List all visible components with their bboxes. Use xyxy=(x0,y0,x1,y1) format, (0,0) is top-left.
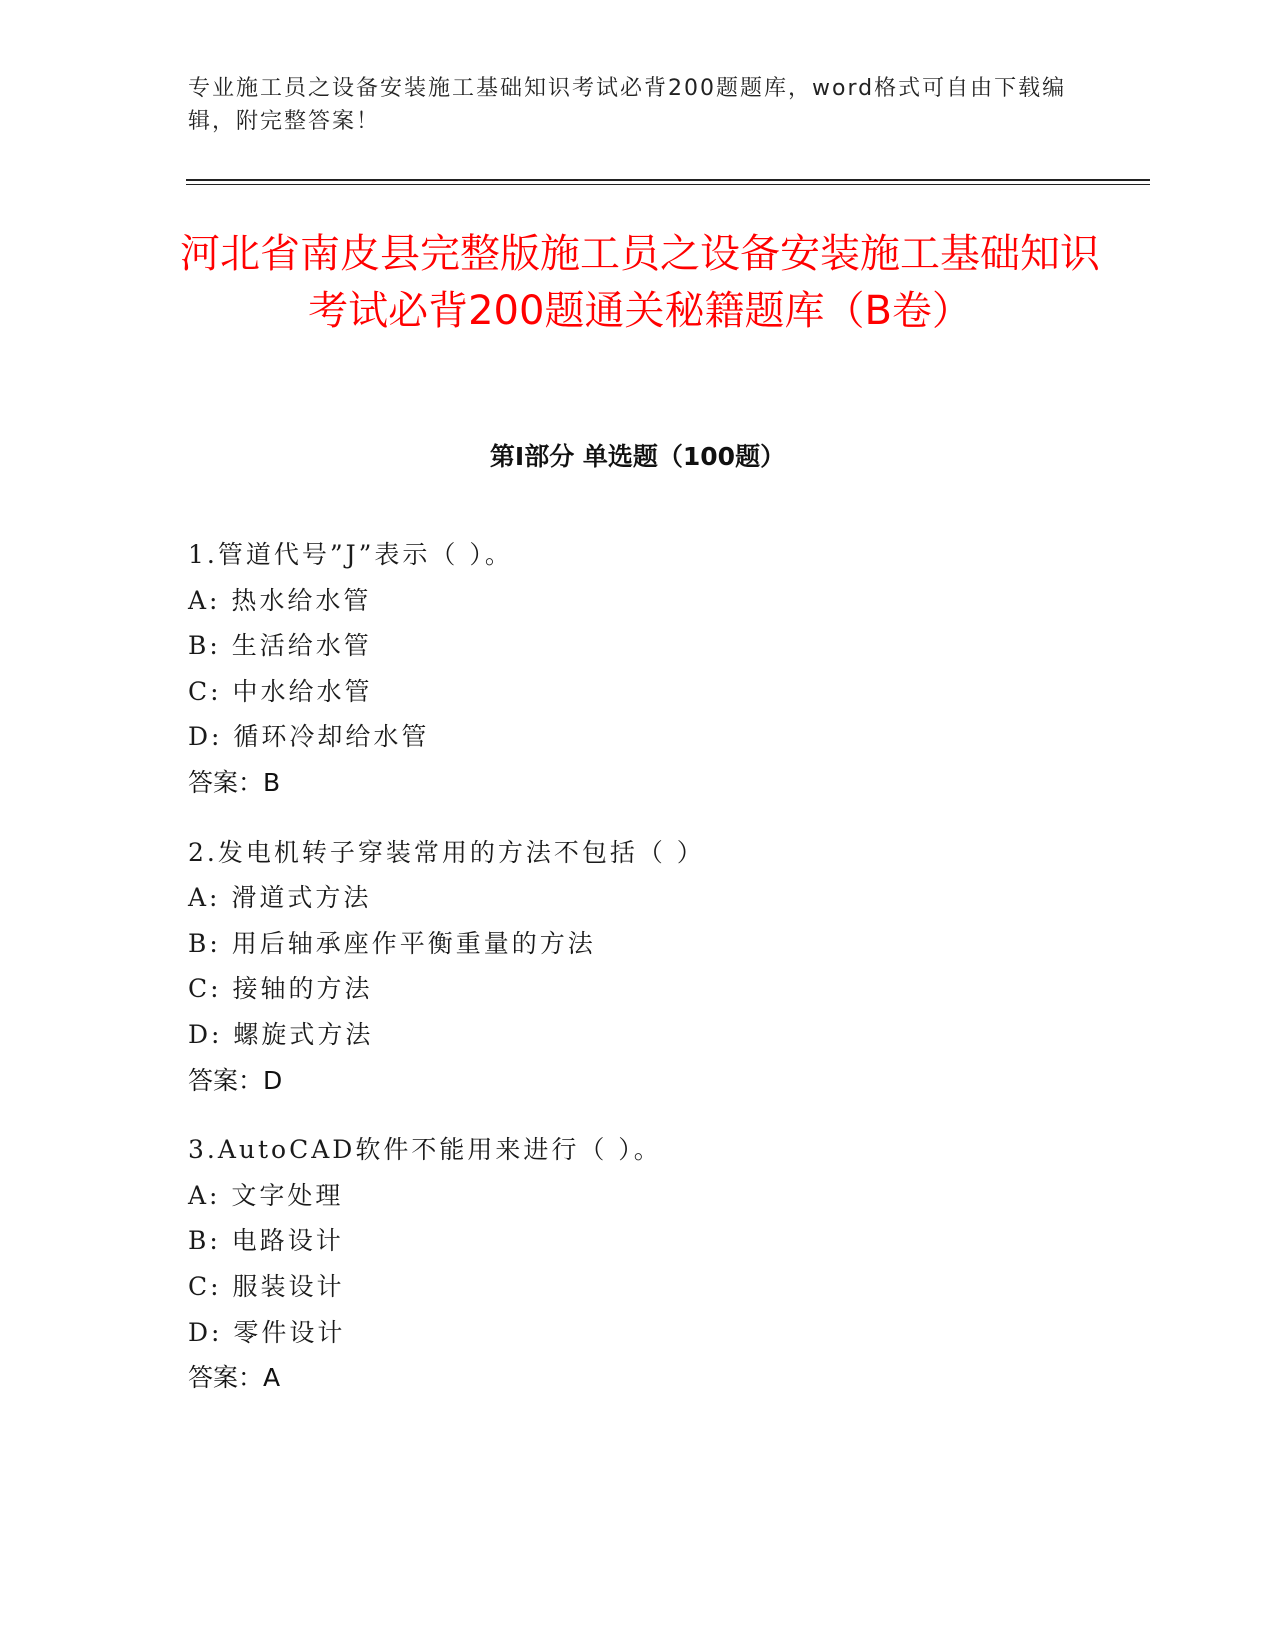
option-c: C: 接轴的方法 xyxy=(188,974,373,1004)
option-c: C: 中水给水管 xyxy=(188,676,373,706)
option-a: A: 滑道式方法 xyxy=(188,883,372,913)
option-b: B: 电路设计 xyxy=(188,1226,344,1256)
answer: 答案：B xyxy=(188,767,281,797)
option-d: D: 循环冷却给水管 xyxy=(188,722,430,752)
question-stem: 2.发电机转子穿装常用的方法不包括（ ） xyxy=(188,837,705,867)
option-b: B: 生活给水管 xyxy=(188,631,372,661)
header-rule-thin xyxy=(186,184,1150,185)
option-b: B: 用后轴承座作平衡重量的方法 xyxy=(188,928,596,958)
question-list xyxy=(188,532,1088,1425)
section-heading: 第I部分 单选题（100题） xyxy=(489,442,786,471)
question xyxy=(188,1127,1088,1401)
option-a: A: 文字处理 xyxy=(188,1180,344,1210)
option-d: D: 螺旋式方法 xyxy=(188,1019,374,1049)
question xyxy=(188,830,1088,1104)
question-stem: 3.AutoCAD软件不能用来进行（ ）。 xyxy=(188,1135,662,1165)
option-d: D: 零件设计 xyxy=(188,1317,346,1347)
question xyxy=(188,532,1088,806)
answer: 答案：A xyxy=(188,1363,281,1393)
question-stem: 1.管道代号”J”表示（ ）。 xyxy=(188,540,513,569)
option-a: A: 热水给水管 xyxy=(188,585,372,615)
header-note: 专业施工员之设备安装施工基础知识考试必背200题题库，word格式可自由下载编辑，附完整答案！ xyxy=(188,76,1067,134)
header-rule-thick xyxy=(186,179,1150,181)
answer: 答案：D xyxy=(188,1065,283,1095)
option-c: C: 服装设计 xyxy=(188,1271,345,1301)
document-title: 河北省南皮县完整版施工员之设备安装施工基础知识考试必背200题通关秘籍题库（B卷） xyxy=(180,231,1100,334)
